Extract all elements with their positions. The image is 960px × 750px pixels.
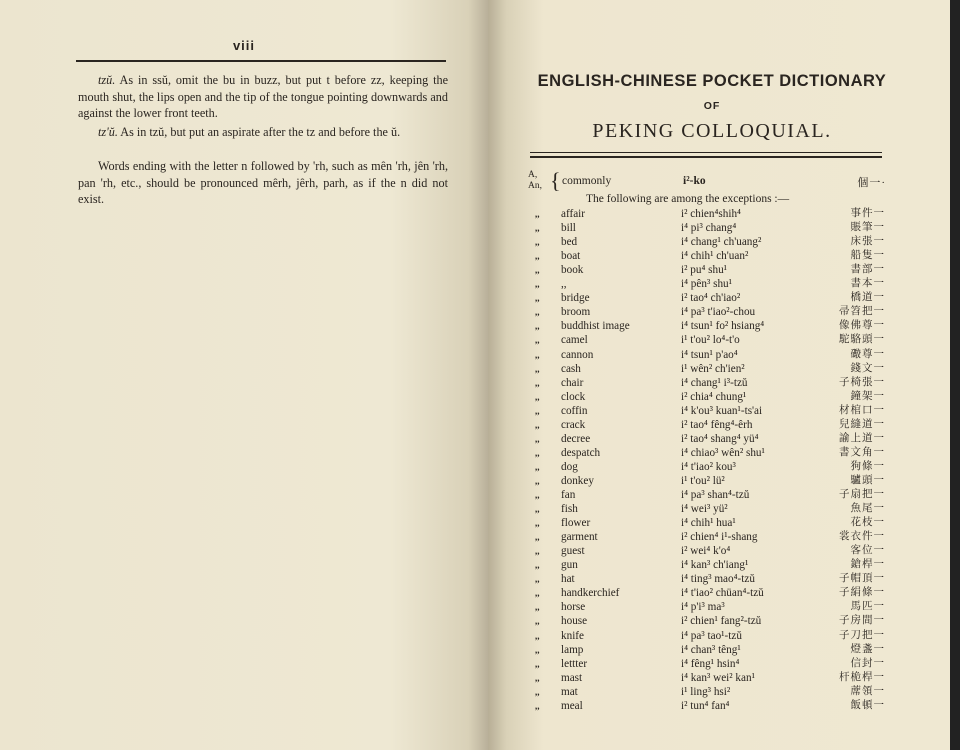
- entry-ditto-mark: ,,: [535, 237, 540, 248]
- entry-english: dog: [561, 460, 578, 473]
- entry-english: lamp: [561, 643, 584, 656]
- entry-row: [535, 643, 887, 657]
- entry-romanization: i⁴ chih¹ ch'uan²: [681, 250, 749, 263]
- entry-romanization: i⁴ ting³ mao⁴-tzŭ: [681, 573, 755, 586]
- entry-english: mat: [561, 685, 578, 698]
- entry-chinese: 書文角一: [839, 446, 885, 458]
- entry-english: hat: [561, 573, 575, 586]
- entry-english: donkey: [561, 474, 594, 487]
- entry-row: [535, 277, 887, 291]
- entry-english: garment: [561, 531, 598, 544]
- entry-chinese: 子帽頂一: [839, 573, 885, 585]
- entry-chinese: 子房間一: [839, 615, 885, 627]
- entry-ditto-mark: ,,: [535, 433, 540, 444]
- entry-chinese: 錢文一: [850, 362, 885, 374]
- entry-row: [535, 685, 887, 699]
- entry-ditto-mark: ,,: [535, 504, 540, 515]
- entry-chinese: 子椅張一: [839, 376, 885, 388]
- entry-ditto-mark: ,,: [535, 419, 540, 430]
- entry-romanization: i⁴ pên³ shu¹: [681, 278, 733, 291]
- entry-ditto-mark: ,,: [535, 335, 540, 346]
- entry-english: clock: [561, 390, 586, 403]
- entry-chinese: 橋道一: [850, 292, 885, 304]
- entry-ditto-mark: ,,: [535, 700, 540, 711]
- dictionary-title: ENGLISH-CHINESE POCKET DICTIONARY: [537, 72, 887, 90]
- entry-chinese: 杆桅桿一: [839, 671, 885, 683]
- entry-english: book: [561, 264, 584, 277]
- entry-english: coffin: [561, 404, 588, 417]
- entry-romanization: i² chien¹ fang²-tzŭ: [681, 615, 762, 628]
- entry-romanization: i¹ t'ou² lo⁴-t'o: [681, 334, 740, 347]
- entry-romanization: i⁴ kan³ wei² kan¹: [681, 671, 755, 684]
- entry-ditto-mark: ,,: [535, 391, 540, 402]
- entry-english: ,,: [561, 278, 567, 291]
- paragraph-tzu-aspirate: [78, 124, 448, 141]
- entry-english: despatch: [561, 446, 601, 459]
- entry-english: meal: [561, 699, 583, 712]
- entry-chinese: 帚笤把一: [839, 306, 885, 318]
- entry-ditto-mark: ,,: [535, 602, 540, 613]
- entry-row: [535, 291, 887, 305]
- entry-ditto-mark: ,,: [535, 461, 540, 472]
- title-rule: [530, 152, 882, 153]
- entry-chinese: 書部一: [850, 264, 885, 276]
- entry-chinese: 兒縫道一: [839, 418, 885, 430]
- entry-chinese: 子扇把一: [839, 489, 885, 500]
- entry-chinese: 裳衣件一: [839, 531, 885, 543]
- entry-ditto-mark: ,,: [535, 363, 540, 374]
- entry-chinese: 蓆領一: [850, 685, 885, 697]
- entry-chinese: 駝駱頭一: [839, 334, 885, 346]
- entry-row: [535, 474, 887, 488]
- entry-english: broom: [561, 306, 591, 319]
- entry-ditto-mark: ,,: [535, 349, 540, 360]
- entry-chinese: 諭上道一: [839, 432, 885, 444]
- entry-english: bridge: [561, 292, 590, 305]
- entry-ditto-mark: ,,: [535, 546, 540, 557]
- entry-english: affair: [561, 208, 586, 220]
- entry-english: cash: [561, 362, 581, 375]
- entry-romanization: i⁴ tsun¹ p'ao⁴: [681, 348, 738, 361]
- paragraph-text: Words ending with the letter n followed by 'rh, such as mên 'rh, jên 'rh, pan 'rh, etc., should be pronounced mêrh, jêrh, parh, as if the n did not exist.: [78, 159, 448, 206]
- entry-ditto-mark: ,,: [535, 293, 540, 304]
- entry-chinese: 花枝一: [850, 517, 885, 529]
- paragraph-rh-endings: [78, 158, 448, 208]
- entry-ditto-mark: ,,: [535, 574, 540, 585]
- entry-chinese: 子絹條一: [839, 587, 885, 599]
- entry-romanization: i⁴ t'iao² chüan⁴-tzŭ: [681, 587, 764, 600]
- entry-row: [535, 671, 887, 685]
- entry-english: camel: [561, 334, 588, 347]
- entry-romanization: i¹ t'ou² lü²: [681, 474, 725, 487]
- title-rule: [530, 156, 882, 158]
- entry-english: mast: [561, 671, 583, 684]
- entry-english: decree: [561, 432, 591, 445]
- entry-romanization: i⁴ chan³ têng¹: [681, 643, 741, 656]
- entry-romanization: i² tao⁴ shang⁴ yü⁴: [681, 432, 759, 445]
- dictionary-title-of: OF: [703, 100, 721, 112]
- entry-ditto-mark: ,,: [535, 490, 540, 500]
- entry-english: chair: [561, 376, 584, 389]
- entry-row: [535, 446, 887, 460]
- exceptions-note: The following are among the exceptions :—: [586, 193, 790, 205]
- entry-english: crack: [561, 418, 586, 431]
- entry-row: [535, 207, 887, 221]
- entry-english: fan: [561, 489, 576, 501]
- entry-chinese: 賬筆一: [850, 222, 885, 234]
- entry-romanization: i⁴ chang¹ i³-tzŭ: [681, 376, 748, 389]
- entry-row: [535, 460, 887, 474]
- entry-chinese: 魚尾一: [850, 503, 885, 515]
- entry-chinese: 燈盞一: [850, 643, 885, 655]
- entry-english: cannon: [561, 348, 594, 361]
- header-rule: [76, 60, 446, 62]
- entry-chinese: 驢頭一: [850, 474, 885, 486]
- entry-romanization: i⁴ tsun¹ fo² hsiang⁴: [681, 320, 765, 333]
- entry-romanization: i¹ wên² ch'ien²: [681, 362, 745, 375]
- entry-chinese: 像佛尊一: [839, 320, 885, 332]
- entry-row: [535, 305, 887, 319]
- entry-chinese: 狗條一: [850, 460, 885, 472]
- entry-romanization: i⁴ chang¹ ch'uang²: [681, 236, 762, 249]
- entry-romanization: i¹ ling³ hsi²: [681, 685, 731, 698]
- paragraph-lead: tzŭ.: [98, 73, 116, 87]
- entry-ditto-mark: ,,: [535, 447, 540, 458]
- entry-ditto-mark: ,,: [535, 588, 540, 599]
- entry-english: bed: [561, 236, 578, 249]
- entry-english: bill: [561, 222, 576, 235]
- entry-ditto-mark: ,,: [535, 265, 540, 276]
- entry-row: [535, 390, 887, 404]
- entry-english: fish: [561, 503, 578, 516]
- entry-romanization: i⁴ p'i³ ma³: [681, 601, 725, 614]
- entry-english: horse: [561, 601, 586, 614]
- entry-ditto-mark: ,,: [535, 686, 540, 697]
- entry-row: [535, 558, 887, 572]
- entry-romanization: i⁴ chiao³ wên² shu¹: [681, 446, 765, 459]
- entry-chinese: 事件一: [850, 208, 885, 219]
- page-folio: viii: [232, 38, 256, 53]
- entry-romanization: i² tao⁴ fêng⁴-êrh: [681, 418, 753, 431]
- entry-articles: A, An,: [528, 170, 542, 191]
- entry-romanization: i² pu⁴ shu¹: [681, 264, 728, 277]
- entry-row: [535, 249, 887, 263]
- entry-ditto-mark: ,,: [535, 321, 540, 332]
- entry-row: [535, 629, 887, 643]
- entry-ditto-mark: ,,: [535, 560, 540, 571]
- entry-chinese: 馬匹一: [850, 601, 885, 613]
- entry-row: [535, 319, 887, 333]
- entry-chinese: 礮尊一: [850, 348, 885, 360]
- entry-chinese: 材棺口一: [839, 404, 885, 416]
- entry-row: [535, 432, 887, 446]
- entry-romanization: i² tun⁴ fan⁴: [681, 699, 730, 712]
- entry-row: [535, 221, 887, 235]
- entry-english: house: [561, 615, 588, 628]
- entry-row: [535, 530, 887, 544]
- entry-english: gun: [561, 559, 578, 572]
- entry-row: [535, 572, 887, 586]
- entry-english: knife: [561, 629, 584, 642]
- entry-ditto-mark: ,,: [535, 279, 540, 290]
- entry-chinese: 船隻一: [850, 250, 885, 262]
- entry-chinese: 客位一: [850, 545, 885, 557]
- entry-chinese: 飯頓一: [850, 699, 885, 711]
- paragraph-text: As in tzŭ, but put an aspirate after the tz and before the ŭ.: [117, 125, 401, 139]
- entry-chinese: 床張一: [850, 236, 885, 248]
- entry-row: [535, 362, 887, 376]
- entry-romanization: i² wei⁴ k'o⁴: [681, 545, 731, 558]
- entry-ditto-mark: ,,: [535, 405, 540, 416]
- entry-row: [535, 333, 887, 347]
- entry-romanization: i⁴ pa³ t'iao²-chou: [681, 306, 756, 319]
- entry-english: lettter: [561, 657, 588, 670]
- entry-ditto-mark: ,,: [535, 630, 540, 641]
- entry-row: [535, 502, 887, 516]
- entry-ditto-mark: ,,: [535, 644, 540, 655]
- entry-romanization: i² chia⁴ chung¹: [681, 390, 747, 403]
- entry-ditto-mark: ,,: [535, 658, 540, 669]
- entry-romanization: i⁴ pa³ tao¹-tzŭ: [681, 629, 742, 642]
- entry-chinese: 子刀把一: [839, 629, 885, 641]
- entry-row: [535, 235, 887, 249]
- paragraph-tzu: [78, 72, 448, 122]
- entry-romanization: i⁴ k'ou³ kuan¹-ts'ai: [681, 404, 763, 417]
- paragraph-text: As in ssŭ, omit the bu in buzz, but put t before zz, keeping the mouth shut, the lips open and the tip of the tongue pointing downwards and against the lower front teeth.: [78, 73, 448, 120]
- entry-english: flower: [561, 517, 591, 530]
- entry-chinese: 鐘架一: [850, 390, 885, 402]
- entry-romanization: i⁴ pi³ chang⁴: [681, 222, 737, 235]
- entry-english: guest: [561, 545, 585, 558]
- entry-row: [535, 614, 887, 628]
- entry-row: [535, 263, 887, 277]
- entry-romanization: i⁴ t'iao² kou³: [681, 460, 736, 473]
- entry-chinese: 個一·: [857, 177, 886, 189]
- entry-row: [535, 404, 887, 418]
- entry-row: [535, 586, 887, 600]
- entry-ditto-mark: ,,: [535, 209, 540, 219]
- entry-chinese: 信封一: [850, 657, 885, 669]
- entry-romanization: i⁴ kan³ ch'iang¹: [681, 559, 749, 572]
- entry-row: [535, 657, 887, 671]
- entry-ditto-mark: ,,: [535, 672, 540, 683]
- entry-romanization: i² tao⁴ ch'iao²: [681, 292, 741, 305]
- entry-romanization: i² chien⁴shih⁴: [681, 208, 741, 220]
- dictionary-subtitle: PEKING COLLOQUIAL.: [592, 120, 832, 142]
- entry-romanization: i⁴ fêng¹ hsin⁴: [681, 657, 740, 670]
- page-edge: [950, 0, 960, 750]
- entry-english: commonly: [562, 175, 612, 187]
- entry-brace: {: [550, 168, 561, 193]
- paragraph-lead: tz'ŭ.: [98, 125, 118, 139]
- entry-ditto-mark: ,,: [535, 251, 540, 262]
- entry-ditto-mark: ,,: [535, 475, 540, 486]
- entry-english: boat: [561, 250, 581, 263]
- entry-romanization: i² chien⁴ i¹-shang: [681, 531, 758, 544]
- entry-row: [535, 488, 887, 502]
- entry-ditto-mark: ,,: [535, 616, 540, 627]
- entry-row: [535, 600, 887, 614]
- entry-row: [535, 699, 887, 713]
- entry-ditto-mark: ,,: [535, 518, 540, 529]
- entry-row: [535, 418, 887, 432]
- entry-english: buddhist image: [561, 320, 630, 333]
- entry-ditto-mark: ,,: [535, 223, 540, 234]
- entry-english: handkerchief: [561, 587, 620, 600]
- entry-row: [535, 516, 887, 530]
- entry-romanization: i⁴ wei³ yü²: [681, 503, 728, 516]
- entry-chinese: 鎗桿一: [850, 559, 885, 571]
- entry-chinese: 書本一: [850, 278, 885, 290]
- entry-romanization: i⁴ pa³ shan⁴-tzŭ: [681, 489, 750, 501]
- entry-romanization: i⁴ chih¹ hua¹: [681, 517, 736, 530]
- entry-row: [535, 376, 887, 390]
- entry-row: [535, 544, 887, 558]
- entry-ditto-mark: ,,: [535, 532, 540, 543]
- entry-ditto-mark: ,,: [535, 307, 540, 318]
- entry-ditto-mark: ,,: [535, 377, 540, 388]
- entry-row: [535, 348, 887, 362]
- entry-romanization: i²-ko: [683, 175, 706, 187]
